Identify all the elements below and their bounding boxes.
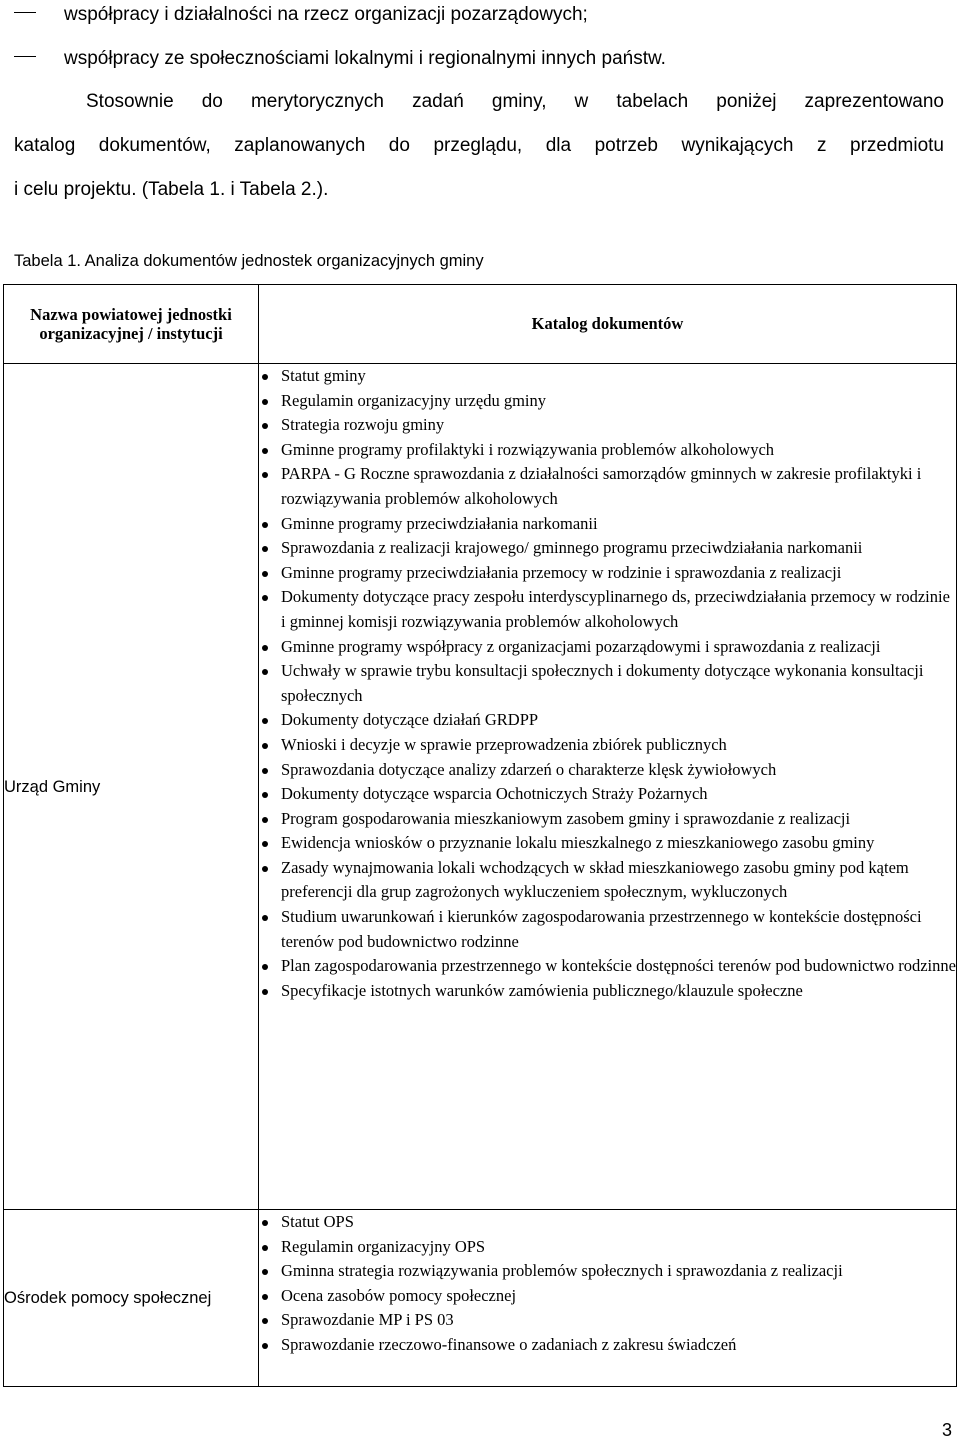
document-item — [259, 659, 956, 708]
document-item — [259, 733, 956, 758]
document-text: Wnioski i decyzje w sprawie przeprowadzenia zbiórek publicznych — [281, 734, 727, 754]
bullet-icon — [262, 1245, 268, 1251]
table-row — [4, 364, 957, 1210]
document-item — [259, 1210, 956, 1235]
bullet-icon — [262, 989, 268, 995]
bullet-icon — [262, 669, 268, 675]
document-item — [259, 1333, 956, 1358]
bullet-icon — [262, 768, 268, 774]
document-text: Studium uwarunkowań i kierunków zagospodarowania przestrzennego w kontekście dostępności terenów pod budownictwo rodzinne — [281, 907, 922, 951]
header-institution: Nazwa powiatowej jednostki organizacyjnej / instytucji — [4, 285, 259, 364]
paragraph-line: i celu projektu. (Tabela 1. i Tabela 2.). — [14, 179, 329, 200]
intro-bullet-text: współpracy i działalności na rzecz organizacji pozarządowych; — [64, 4, 588, 25]
bullet-icon — [262, 423, 268, 429]
document-text: Regulamin organizacyjny OPS — [281, 1236, 486, 1256]
body-paragraph — [14, 80, 944, 212]
bullet-icon — [262, 399, 268, 405]
table-row — [4, 1210, 957, 1387]
document-text: Zasady wynajmowania lokali wchodzących w skład mieszkaniowego zasobu gminy pod kątem preferencji dla grup zagrożonych wykluczeniem społecznym, wykluczonych — [281, 857, 909, 902]
document-text: Program gospodarowania mieszkaniowym zasobem gminy i sprawozdanie z realizacji — [281, 808, 851, 828]
document-item — [259, 585, 956, 634]
document-text: Gminna strategia rozwiązywania problemów społecznych i sprawozdania z realizacji — [281, 1261, 843, 1281]
document-item — [259, 979, 956, 1004]
document-item — [259, 782, 956, 807]
document-text: Sprawozdania dotyczące analizy zdarzeń o charakterze klęsk żywiołowych — [281, 759, 777, 779]
table-header-row — [4, 285, 957, 364]
institution-name: Ośrodek pomocy społecznej — [4, 1210, 259, 1387]
bullet-icon — [262, 645, 268, 651]
document-text: Gminne programy przeciwdziałania narkomanii — [281, 513, 598, 533]
document-item — [259, 1259, 956, 1284]
dash-icon — [14, 56, 36, 57]
documents-cell — [259, 1210, 957, 1387]
bullet-icon — [262, 1294, 268, 1300]
document-item — [259, 856, 956, 905]
intro-bullet — [14, 4, 588, 26]
document-text: Gminne programy przeciwdziałania przemocy w rodzinie i sprawozdania z realizacji — [281, 562, 842, 582]
document-text: Uchwały w sprawie trybu konsultacji społecznych i dokumenty dotyczące wykonania konsultacji społecznych — [281, 661, 924, 705]
bullet-icon — [262, 915, 268, 921]
document-text: Regulamin organizacyjny urzędu gminy — [281, 390, 546, 410]
document-item — [259, 413, 956, 438]
document-item — [259, 364, 956, 389]
document-text: Ocena zasobów pomocy społecznej — [281, 1285, 517, 1305]
document-text: Strategia rozwoju gminy — [281, 415, 445, 435]
document-item — [259, 1308, 956, 1333]
bullet-icon — [262, 1318, 268, 1324]
paragraph-line: Stosownie do merytorycznych zadań gminy, w tabelach poniżej zaprezentowano — [86, 91, 944, 112]
dash-icon — [14, 12, 36, 13]
bullet-icon — [262, 522, 268, 528]
document-text: PARPA - G Roczne sprawozdania z działalności samorządów gminnych w zakresie profilaktyki i rozwiązywania problemów alkoholowych — [281, 464, 922, 508]
document-text: Plan zagospodarowania przestrzennego w kontekście dostępności terenów pod budownictwo rodzinne — [281, 956, 956, 976]
document-item — [259, 1235, 956, 1260]
bullet-icon — [262, 595, 268, 601]
document-text: Dokumenty dotyczące działań GRDPP — [281, 710, 539, 730]
documents-cell — [259, 364, 957, 1210]
document-item — [259, 905, 956, 954]
page-number: 3 — [941, 1420, 952, 1440]
document-text: Sprawozdanie rzeczowo-finansowe o zadaniach z zakresu świadczeń — [281, 1334, 737, 1354]
intro-bullet — [14, 48, 666, 70]
bullet-icon — [262, 743, 268, 749]
bullet-icon — [262, 374, 268, 380]
document-item — [259, 389, 956, 414]
document-item — [259, 708, 956, 733]
documents-table — [3, 284, 957, 1387]
document-item — [259, 635, 956, 660]
bullet-icon — [262, 866, 268, 872]
documents-list — [259, 364, 956, 1003]
document-item — [259, 561, 956, 586]
header-catalog: Katalog dokumentów — [259, 285, 957, 364]
document-text: Statut gminy — [281, 366, 366, 385]
document-item — [259, 1284, 956, 1309]
document-item — [259, 807, 956, 832]
bullet-icon — [262, 718, 268, 724]
bullet-icon — [262, 448, 268, 454]
document-text: Sprawozdanie MP i PS 03 — [281, 1310, 454, 1330]
bullet-icon — [262, 841, 268, 847]
document-text: Sprawozdania z realizacji krajowego/ gminnego programu przeciwdziałania narkomanii — [281, 538, 863, 558]
bullet-icon — [262, 472, 268, 478]
document-item — [259, 831, 956, 856]
document-text: Statut OPS — [281, 1212, 354, 1231]
institution-name: Urząd Gminy — [4, 364, 259, 1210]
bullet-icon — [262, 1343, 268, 1349]
table-caption: Tabela 1. Analiza dokumentów jednostek organizacyjnych gminy — [14, 252, 484, 270]
document-text: Gminne programy współpracy z organizacjami pozarządowymi i sprawozdania z realizacji — [281, 636, 881, 656]
bullet-icon — [262, 571, 268, 577]
document-item — [259, 512, 956, 537]
bullet-icon — [262, 1269, 268, 1275]
document-item — [259, 536, 956, 561]
intro-bullet-text: współpracy ze społecznościami lokalnymi i regionalnymi innych państw. — [64, 48, 666, 69]
bullet-icon — [262, 546, 268, 552]
document-item — [259, 462, 956, 511]
document-text: Ewidencja wniosków o przyznanie lokalu mieszkalnego z mieszkaniowego zasobu gminy — [281, 833, 875, 853]
document-item — [259, 438, 956, 463]
bullet-icon — [262, 817, 268, 823]
documents-list — [259, 1210, 956, 1358]
paragraph-line: katalog dokumentów, zaplanowanych do przeglądu, dla potrzeb wynikających z przedmiotu — [14, 135, 944, 156]
bullet-icon — [262, 964, 268, 970]
document-text: Specyfikacje istotnych warunków zamówienia publicznego/klauzule społeczne — [281, 980, 803, 1000]
bullet-icon — [262, 1220, 268, 1226]
bullet-icon — [262, 792, 268, 798]
document-item — [259, 758, 956, 783]
document-item — [259, 954, 956, 979]
document-text: Gminne programy profilaktyki i rozwiązywania problemów alkoholowych — [281, 439, 775, 459]
document-text: Dokumenty dotyczące wsparcia Ochotniczych Straży Pożarnych — [281, 784, 708, 804]
document-text: Dokumenty dotyczące pracy zespołu interdyscyplinarnego ds, przeciwdziałania przemocy w rodzinie i gminnej komisji rozwiązywania problemów alkoholowych — [281, 587, 950, 631]
